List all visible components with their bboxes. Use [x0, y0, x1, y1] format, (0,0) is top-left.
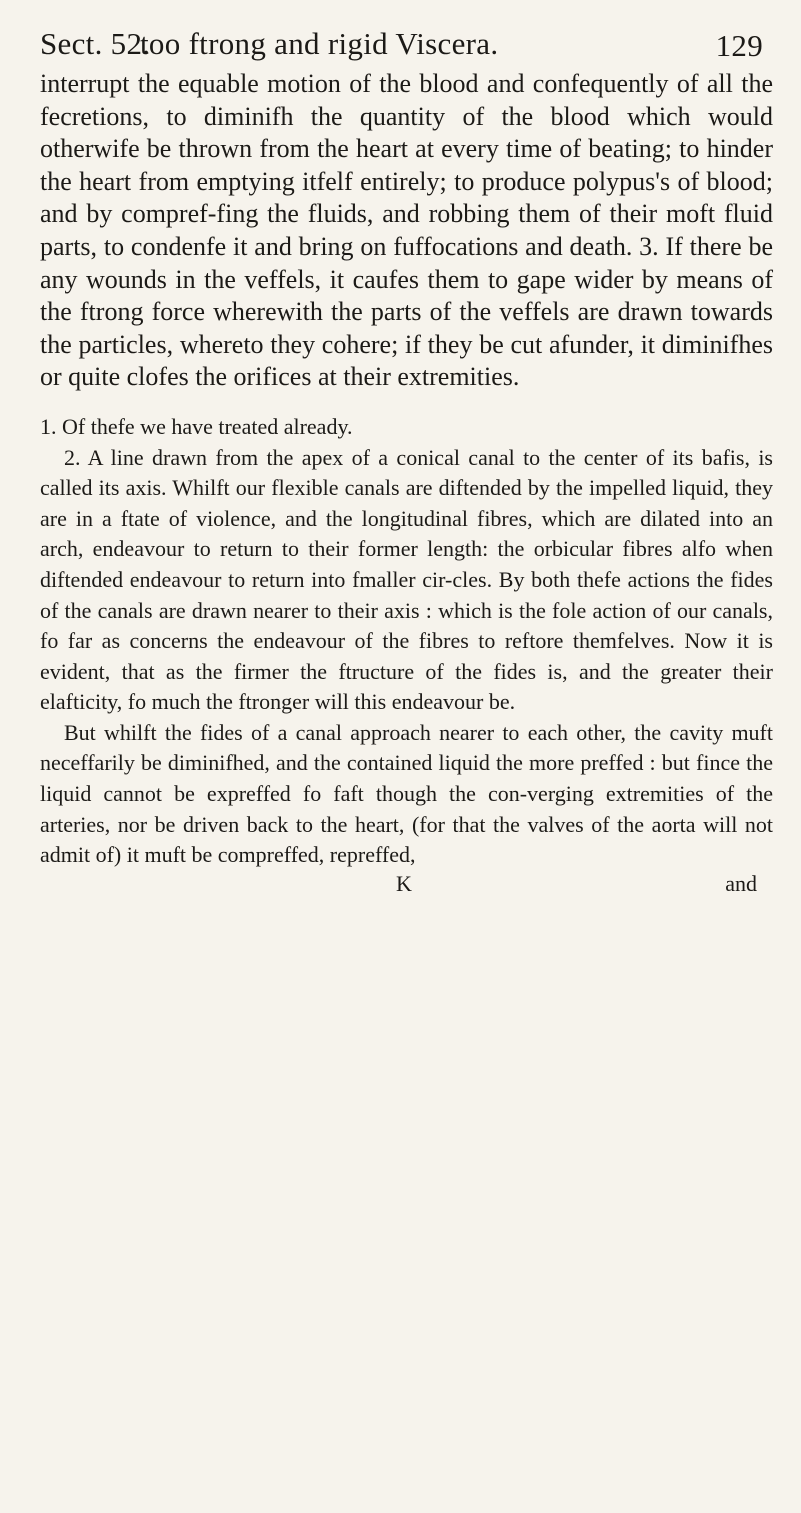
- main-text: [40, 68, 773, 394]
- catchword: and: [725, 870, 757, 896]
- running-title: too ftrong and rigid Viscera.: [140, 26, 499, 61]
- running-head: [40, 18, 773, 68]
- main-paragraph: interrupt the equable motion of the blood and confequently of all the fecretions, to diminifh the quantity of the blood which would otherwife be thrown from the heart at every time of beating; to hinder the heart from emptying itfelf entirely; to produce polypus's of blood; and by compref-fing the fluids, and robbing them of their moft fluid parts, to condenfe it and bring on fuffocations and death. 3. If there be any wounds in the veffels, it caufes them to gape wider by means of the ftrong force wherewith the parts of the veffels are drawn towards the particles, whereto they cohere; if they be cut afunder, it diminifhes or quite clofes the orifices at their extremities.: [40, 69, 773, 392]
- page-number: 129: [715, 28, 763, 63]
- page-footer: [40, 871, 773, 901]
- section-number: Sect. 52.: [40, 26, 151, 61]
- note-2-continuation: But whilft the fides of a canal approach nearer to each other, the cavity muft neceffarily be diminifhed, and the contained liquid the more preffed : but fince the liquid cannot be expreffed fo faft though the con-verging extremities of the arteries, nor be driven back to the heart, (for that the valves of the aorta will not admit of) it muft be compreffed, repreffed,: [40, 719, 773, 868]
- note-2: 2. A line drawn from the apex of a conical canal to the center of its bafis, is called its axis. Whilft our flexible canals are diftended by the impelled liquid, they are in a ftate of violence, and the longitudinal fibres, which are dilated into an arch, endeavour to return to their former length: the orbicular fibres alfo when diftended endeavour to return into fmaller cir-cles. By both thefe actions the fides of the canals are drawn nearer to their axis : which is the fole action of our canals, fo far as concerns the endeavour of the fibres to reftore themfelves. Now it is evident, that as the firmer the ftructure of the fides is, and the greater their elafticity, fo much the ftronger will this endeavour be.: [40, 444, 773, 715]
- signature-mark: K: [396, 870, 412, 896]
- commentary-notes: [40, 412, 773, 871]
- note-1: 1. Of thefe we have treated already.: [40, 413, 353, 439]
